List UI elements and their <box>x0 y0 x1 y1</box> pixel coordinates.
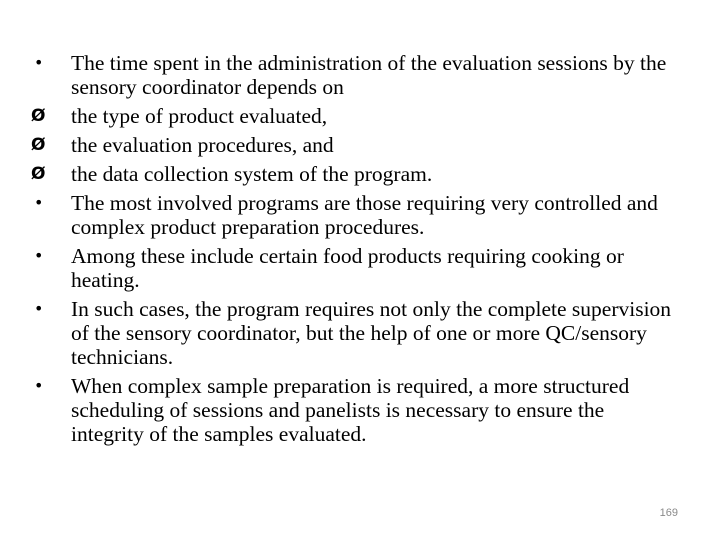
bullet-dot-icon: • <box>34 193 44 212</box>
bullet-text: The time spent in the administration of the evaluation sessions by the sensory coordinator depends on <box>71 51 667 99</box>
list-item <box>31 104 681 128</box>
bullet-text: the type of product evaluated, <box>71 104 328 128</box>
list-item <box>31 244 681 292</box>
arrow-bullet-icon: Ø <box>31 106 46 126</box>
bullet-dot-icon: • <box>34 299 44 318</box>
bullet-text: In such cases, the program requires not only the complete supervision of the sensory coordinator, but the help of one or more QC/sensory technicians. <box>71 297 672 369</box>
list-item <box>31 191 681 239</box>
list-item <box>31 162 681 186</box>
list-item <box>31 297 681 369</box>
bullet-text: Among these include certain food products requiring cooking or heating. <box>71 244 624 292</box>
bullet-text: The most involved programs are those requiring very controlled and complex product preparation procedures. <box>71 191 658 239</box>
arrow-bullet-icon: Ø <box>31 164 46 184</box>
list-item <box>31 51 681 99</box>
bullet-text: the data collection system of the program. <box>71 162 433 186</box>
bullet-dot-icon: • <box>34 376 44 395</box>
bullet-dot-icon: • <box>34 246 44 265</box>
arrow-bullet-icon: Ø <box>31 135 46 155</box>
bullet-dot-icon: • <box>34 53 44 72</box>
bullet-list <box>31 51 681 451</box>
bullet-text: the evaluation procedures, and <box>71 133 334 157</box>
bullet-text: When complex sample preparation is required, a more structured scheduling of sessions and panelists is necessary to ensure the integrity of the samples evaluated. <box>71 374 630 446</box>
list-item <box>31 374 681 446</box>
list-item <box>31 133 681 157</box>
page-number: 169 <box>659 507 678 519</box>
